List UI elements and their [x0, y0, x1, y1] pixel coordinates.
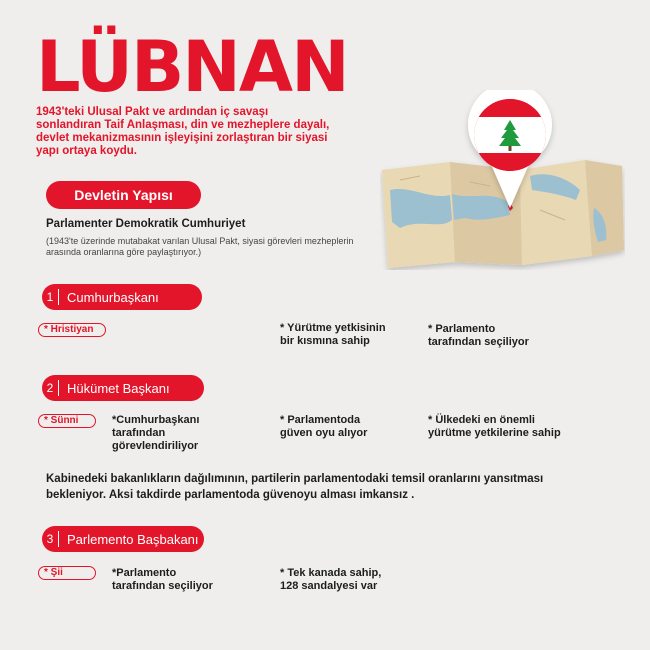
section-state-structure: Devletin Yapısı: [46, 181, 201, 209]
intro-text: 1943'teki Ulusal Pakt ve ardından iç savaşı sonlandıran Taif Anlaşması, din ve mezheplere dayalı, devlet mekanizmasının işleyişini zorlaştıran bir siyasi yapı ortaya koydu.: [36, 106, 330, 157]
role-note: * Tek kanada sahip, 128 sandalyesi var: [280, 567, 382, 592]
government-type: Parlamenter Demokratik Cumhuriyet: [46, 218, 246, 230]
role-prime-minister-pill: [42, 375, 204, 401]
role-note: * Parlamentoda güven oyu alıyor: [280, 414, 368, 439]
cedar-flag-icon: [474, 99, 546, 171]
role-president-pill: [42, 284, 202, 310]
role-note: * Parlamento tarafından seçiliyor: [428, 323, 529, 348]
role-note: * Yürütme yetkisinin bir kısmına sahip: [280, 322, 386, 347]
role-speaker-pill: [42, 526, 204, 552]
role-note: * Ülkedeki en önemli yürütme yetkilerine sahip: [428, 414, 561, 439]
sect-tag-christian: * Hristiyan: [38, 323, 106, 337]
role-label: Cumhurbaşkanı: [67, 289, 159, 305]
role-number: 2: [46, 381, 54, 395]
role-number: 1: [46, 290, 54, 304]
role-number: 3: [46, 532, 54, 546]
cabinet-paragraph: Kabinedeki bakanlıkların dağılımının, partilerin parlamentodaki temsil oranlarını yansıtması bekleniyor. Aksi takdirde parlamentoda güvenoyu alması imkansız .: [46, 473, 544, 501]
role-label: Parlemento Başbakanı: [67, 531, 199, 547]
sect-tag-sunni: * Sünni: [38, 414, 96, 428]
page-title: LÜBNAN: [36, 26, 348, 108]
national-pact-note: (1943'te üzerinde mutabakat varılan Ulusal Pakt, siyasi görevleri mezheplerin arasında oranlarına göre paylaştırıyor.): [46, 236, 354, 257]
role-note: *Cumhurbaşkanı tarafından görevlendiriliyor: [112, 414, 200, 452]
sect-tag-shia: * Şii: [38, 566, 96, 580]
role-label: Hükümet Başkanı: [67, 380, 170, 396]
map-icon: [380, 90, 625, 270]
role-note: *Parlamento tarafından seçiliyor: [112, 567, 213, 592]
